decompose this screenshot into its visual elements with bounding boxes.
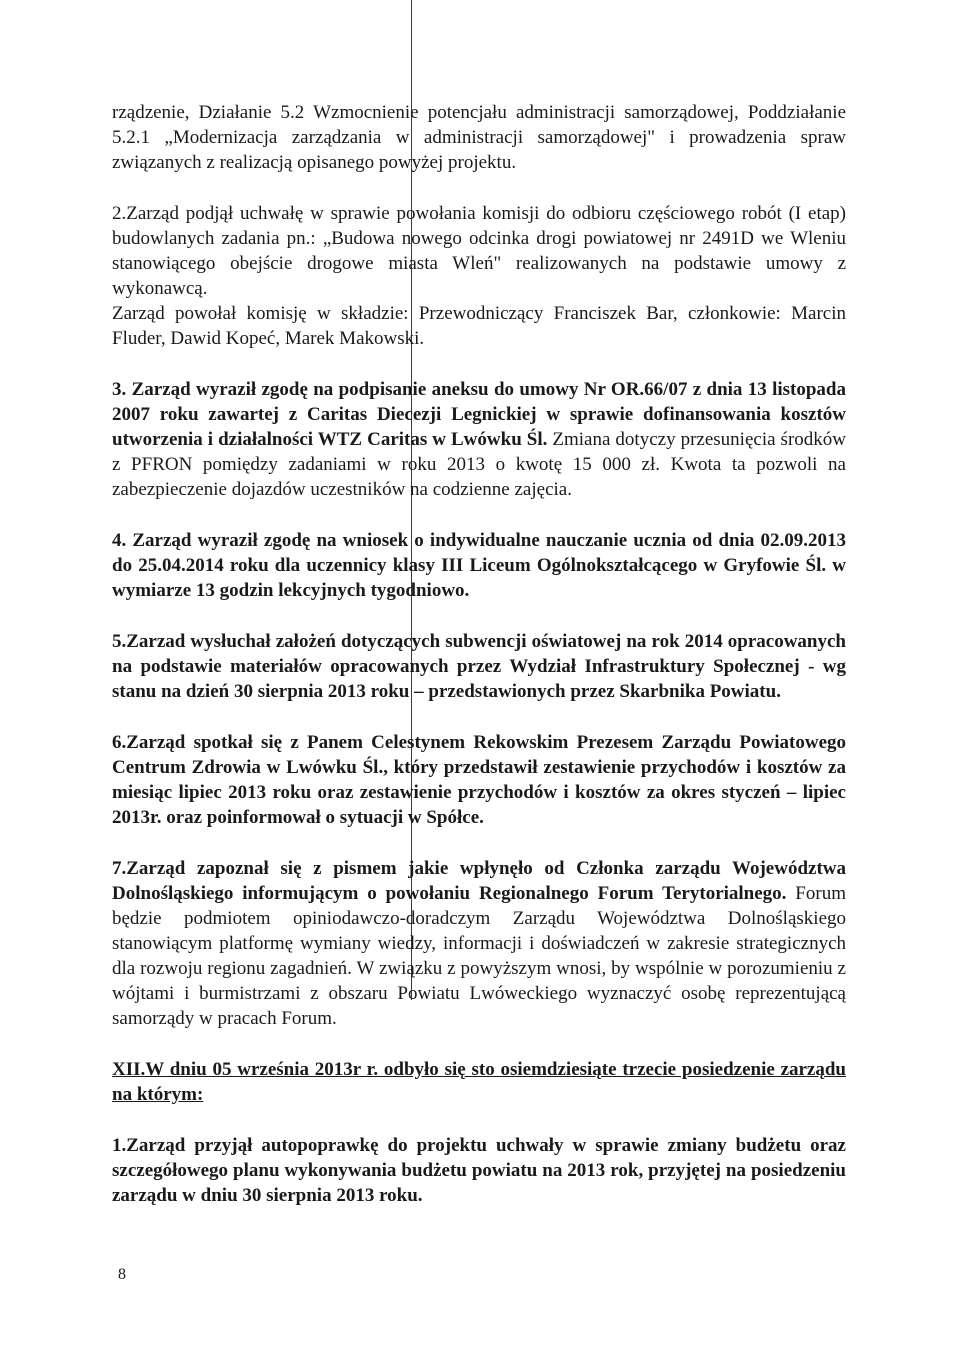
paragraph-item-3-bold: 3. Zarząd wyraził zgodę na podpisanie aneksu do umowy Nr OR.66/07 z dnia 13 listopada 2007 roku zawartej z Caritas Diecezji Legnickiej w sprawie dofinansowania kosztów utworzenia i działalności WTZ Caritas w Lwówku Śl. (112, 379, 846, 450)
paragraph-item-2-committee: Zarząd powołał komisję w składzie: Przewodniczący Franciszek Bar, członkowie: Marcin Fluder, Dawid Kopeć, Marek Makowski. (112, 303, 846, 349)
paragraph-item-4: 4. Zarząd wyraził zgodę na wniosek o indywidualne nauczanie ucznia od dnia 02.09.2013 do 25.04.2014 roku dla uczennicy klasy III Liceum Ogólnokształcącego w Gryfowie Śl. w wymiarze 13 godzin lekcyjnych tygodniowo. (112, 530, 846, 601)
document-body (112, 100, 846, 1234)
paragraph-intro: rządzenie, Działanie 5.2 Wzmocnienie potencjału administracji samorządowej, Poddziałanie 5.2.1 „Modernizacja zarządzania w administracji samorządowej" i prowadzenia spraw związanych z realizacją opisanego powyżej projektu. (112, 102, 846, 173)
paragraph-item-7-regular: Forum będzie podmiotem opiniodawczo-doradczym Zarządu Województwa Dolnośląskiego stanowiącym platformę wymiany wiedzy, informacji i doświadczeń w zakresie strategicznych dla rozwoju regionu zagadnień. W związku z powyższym wnosi, by wspólnie w porozumieniu z wójtami i burmistrzami z obszaru Powiatu Lwóweckiego wyznaczyć osobę reprezentującą samorządy w pracach Forum. (112, 883, 846, 1029)
paragraph-item-7-bold: 7.Zarząd zapoznał się z pismem jakie wpłynęło od Członka zarządu Województwa Dolnośląskiego informującym o powołaniu Regionalnego Forum Terytorialnego. (112, 858, 846, 904)
section-heading: XII.W dniu 05 września 2013r r. odbyło się sto osiemdziesiąte trzecie posiedzenie zarządu na którym: (112, 1059, 846, 1105)
paragraph-item-2-text: 2.Zarząd podjął uchwałę w sprawie powołania komisji do odbioru częściowego robót (I etap) budowlanych zadania pn.: „Budowa nowego odcinka drogi powiatowej nr 2491D we Wleniu stanowiącego obejście drogowe miasta Wleń" realizowanych na podstawie umowy z wykonawcą. (112, 203, 846, 299)
paragraph-item-2 (112, 201, 846, 301)
paragraph-item-3-regular: Zmiana dotyczy przesunięcia środków z PFRON pomiędzy zadaniami w roku 2013 o kwotę 15 000 zł. Kwota ta pozwoli na zabezpieczenie dojazdów uczestników na codzienne zajęcia. (112, 429, 846, 500)
paragraph-item-3 (112, 377, 846, 502)
paragraph-item-6: 6.Zarząd spotkał się z Panem Celestynem Rekowskim Prezesem Zarządu Powiatowego Centrum Zdrowia w Lwówku Śl., który przedstawił zestawienie przychodów i kosztów za miesiąc lipiec 2013 roku oraz zestawienie przychodów i kosztów za okres styczeń – lipiec 2013r. oraz poinformował o sytuacji w Spółce. (112, 732, 846, 828)
page-number: 8 (118, 1266, 126, 1283)
paragraph-item-5: 5.Zarzad wysłuchał założeń dotyczących subwencji oświatowej na rok 2014 opracowanych na podstawie materiałów opracowanych przez Wydział Infrastruktury Społecznej - wg stanu na dzień 30 sierpnia 2013 roku – przedstawionych przez Skarbnika Powiatu. (112, 631, 846, 702)
paragraph-section-item-1: 1.Zarząd przyjął autopoprawkę do projektu uchwały w sprawie zmiany budżetu oraz szczegółowego planu wykonywania budżetu powiatu na 2013 rok, przyjętej na posiedzeniu zarządu w dniu 30 sierpnia 2013 roku. (112, 1135, 846, 1206)
paragraph-item-7 (112, 856, 846, 1031)
